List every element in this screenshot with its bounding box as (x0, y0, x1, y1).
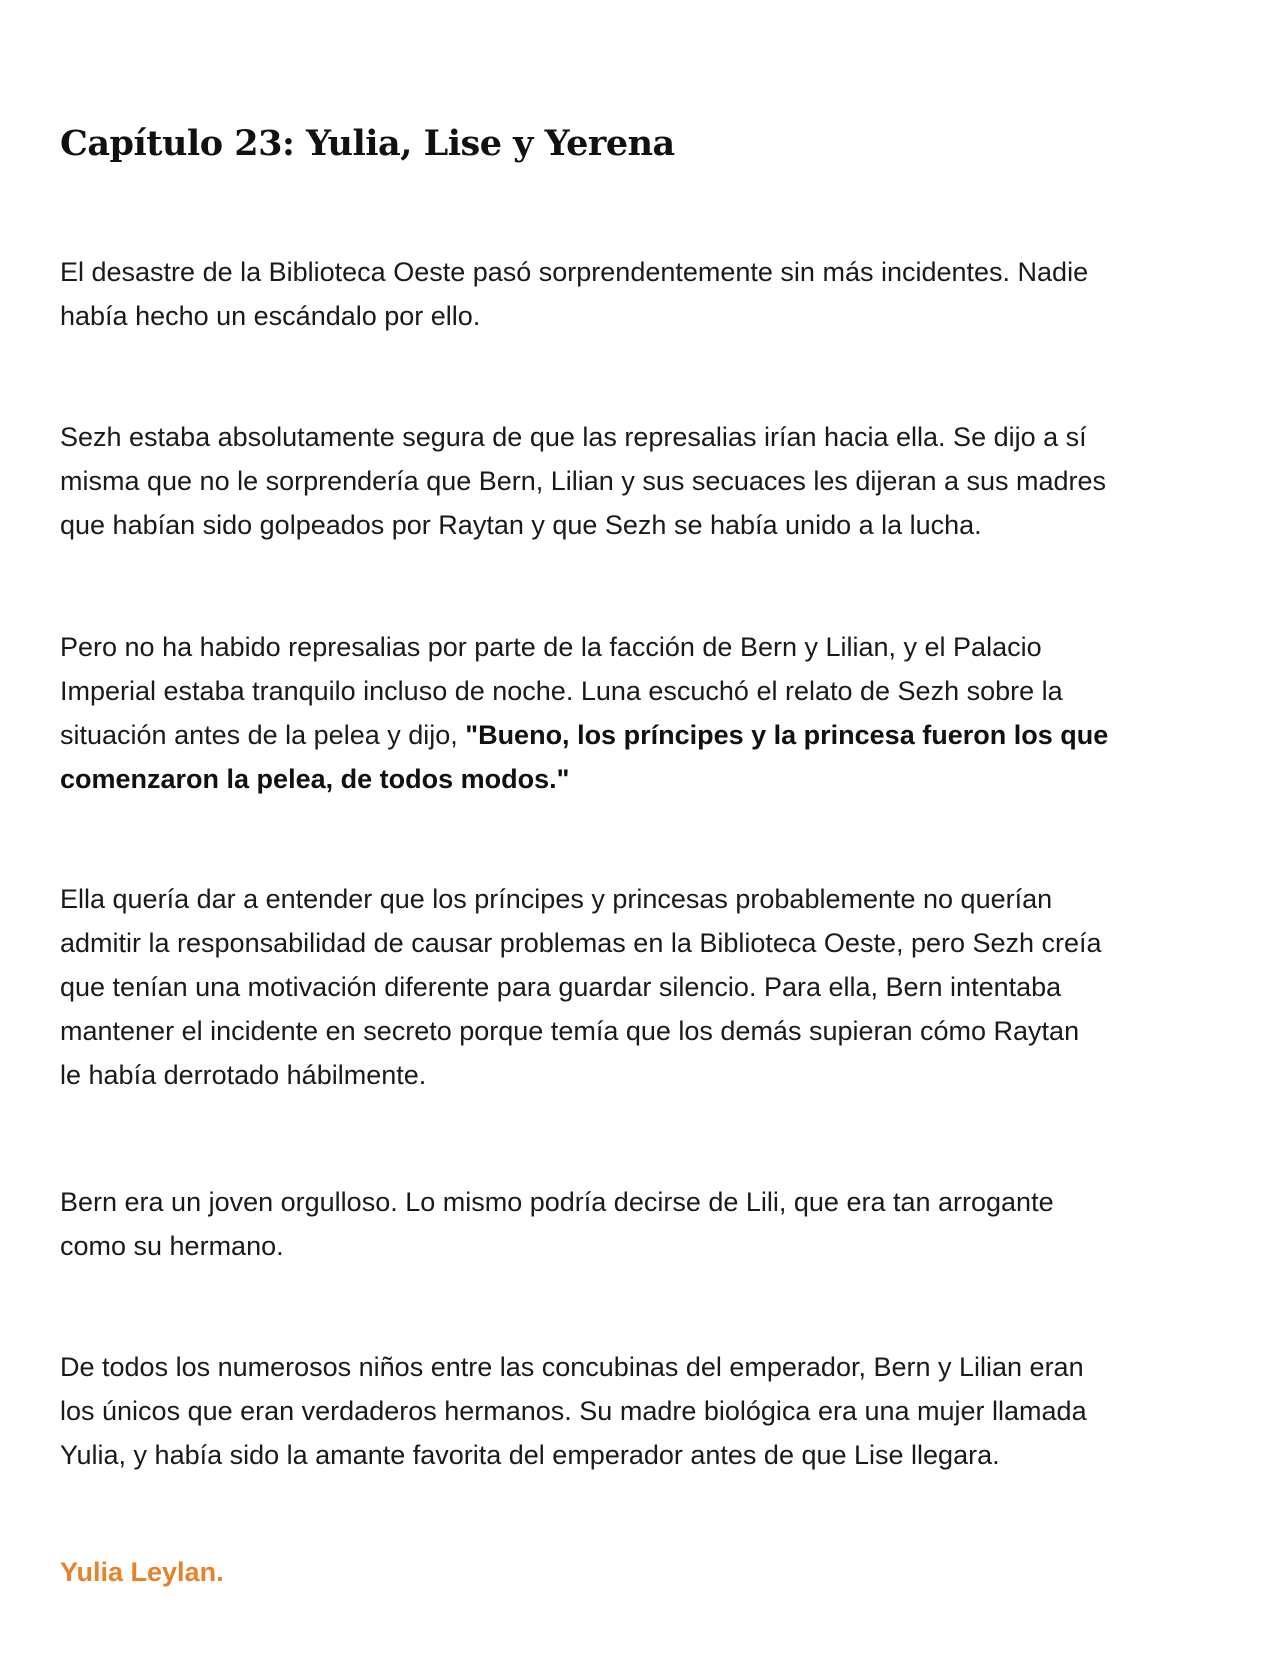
paragraph-line: Yulia, y había sido la amante favorita del emperador antes de que Lise llegara. (60, 1440, 1000, 1470)
dialogue-quote: comenzaron la pelea, de todos modos." (60, 764, 570, 794)
paragraph-line: los únicos que eran verdaderos hermanos. Su madre biológica era una mujer llamada (60, 1396, 1087, 1426)
paragraph-line: misma que no le sorprendería que Bern, Lilian y sus secuaces les dijeran a sus madres (60, 466, 1107, 496)
paragraph-5 (60, 1180, 1220, 1268)
paragraph-line: Bern era un joven orgulloso. Lo mismo podría decirse de Lili, que era tan arrogante (60, 1187, 1054, 1217)
paragraph-text: situación antes de la pelea y dijo, (60, 720, 466, 750)
paragraph-line: Imperial estaba tranquilo incluso de noche. Luna escuchó el relato de Sezh sobre la (60, 676, 1063, 706)
paragraph-line: Ella quería dar a entender que los príncipes y princesas probablemente no querían (60, 884, 1053, 914)
paragraph-line: Pero no ha habido represalias por parte de la facción de Bern y Lilian, y el Palacio (60, 632, 1042, 662)
paragraph-line: había hecho un escándalo por ello. (60, 301, 481, 331)
paragraph-line: que habían sido golpeados por Raytan y que Sezh se había unido a la lucha. (60, 510, 982, 540)
translator-signature: Yulia Leylan. (60, 1557, 224, 1587)
dialogue-quote: "Bueno, los príncipes y la princesa fueron los que (465, 720, 1109, 750)
document-page (60, 0, 1220, 1656)
paragraph-line (60, 713, 1220, 757)
paragraph-3 (60, 625, 1220, 801)
paragraph-line: admitir la responsabilidad de causar problemas en la Biblioteca Oeste, pero Sezh creía (60, 928, 1102, 958)
paragraph-1 (60, 250, 1220, 338)
paragraph-line: que tenían una motivación diferente para guardar silencio. Para ella, Bern intentaba (60, 972, 1062, 1002)
paragraph-line: mantener el incidente en secreto porque temía que los demás supieran cómo Raytan (60, 1016, 1080, 1046)
paragraph-6 (60, 1345, 1220, 1477)
paragraph-line: como su hermano. (60, 1231, 284, 1261)
paragraph-line: El desastre de la Biblioteca Oeste pasó sorprendentemente sin más incidentes. Nadie (60, 257, 1089, 287)
chapter-title: Capítulo 23: Yulia, Lise y Yerena (60, 123, 675, 164)
paragraph-line: le había derrotado hábilmente. (60, 1060, 427, 1090)
paragraph-2 (60, 415, 1220, 547)
paragraph-4 (60, 877, 1220, 1097)
paragraph-line: De todos los numerosos niños entre las concubinas del emperador, Bern y Lilian eran (60, 1352, 1084, 1382)
paragraph-line: Sezh estaba absolutamente segura de que las represalias irían hacia ella. Se dijo a sí (60, 422, 1087, 452)
